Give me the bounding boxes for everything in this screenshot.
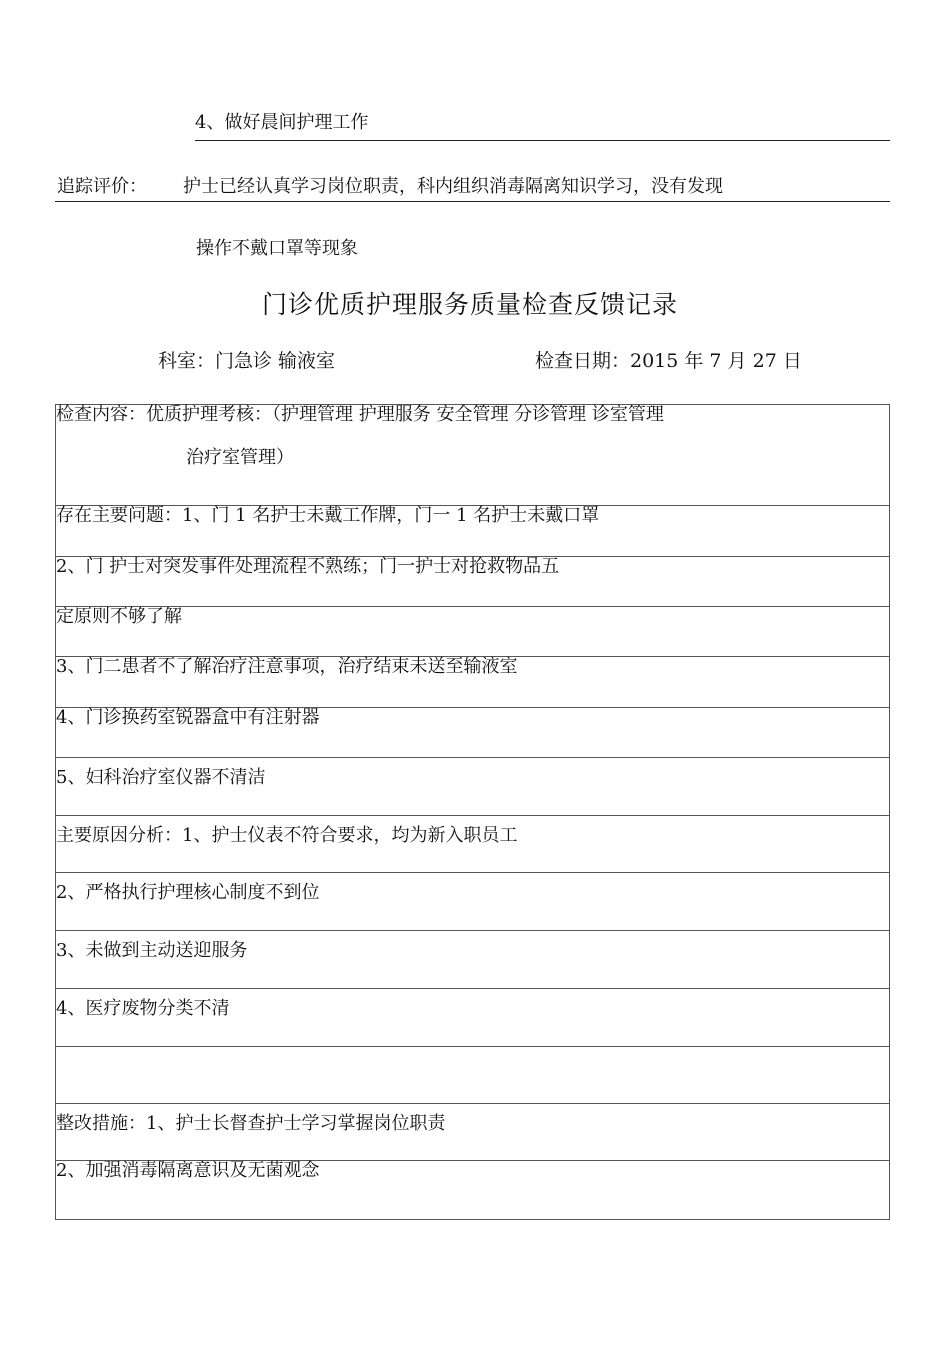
table-row	[56, 873, 890, 931]
problem-row-5: 5、妇科治疗室仪器不清洁	[56, 758, 890, 816]
table-row	[56, 758, 890, 816]
table-row	[56, 931, 890, 989]
measure-row-2: 2、加强消毒隔离意识及无菌观念	[56, 1161, 890, 1220]
previous-item-4: 4、做好晨间护理工作	[195, 112, 369, 133]
table-row	[56, 607, 890, 657]
problem-row-2: 2、门 护士对突发事件处理流程不熟练；门一护士对抢救物品五	[56, 557, 890, 607]
cause-row-1: 主要原因分析：1、护士仪表不符合要求，均为新入职员工	[56, 816, 890, 873]
divider-line	[55, 201, 890, 202]
inspection-date-field: 检查日期：2015 年 7 月 27 日	[535, 350, 802, 372]
table-row	[56, 506, 890, 557]
problem-row-4: 4、门诊换药室锐器盒中有注射器	[56, 708, 890, 758]
table-row-empty	[56, 1047, 890, 1104]
problem-row-1: 存在主要问题：1、门 1 名护士未戴工作牌，门一 1 名护士未戴口罩	[56, 506, 890, 557]
document-title: 门诊优质护理服务质量检查反馈记录	[262, 290, 679, 319]
table-row	[56, 1161, 890, 1220]
table-row	[56, 708, 890, 758]
followup-text: 护士已经认真学习岗位职责，科内组织消毒隔离知识学习，没有发现	[183, 176, 723, 197]
measure-row-1: 整改措施：1、护士长督查护士学习掌握岗位职责	[56, 1104, 890, 1161]
check-content-cell	[56, 405, 890, 506]
cause-row-3: 3、未做到主动送迎服务	[56, 931, 890, 989]
department-field: 科室：门急诊 输液室	[158, 350, 336, 372]
record-table	[55, 404, 890, 1220]
divider-line	[195, 140, 890, 141]
followup-label: 追踪评价：	[57, 176, 147, 197]
table-row	[56, 816, 890, 873]
check-content-line-1: 检查内容：优质护理考核：（护理管理 护理服务 安全管理 分诊管理 诊室管理	[56, 404, 664, 425]
cause-row-4: 4、医疗废物分类不清	[56, 989, 890, 1047]
cause-row-2: 2、严格执行护理核心制度不到位	[56, 873, 890, 931]
problem-row-2-cont: 定原则不够了解	[56, 607, 890, 657]
table-row	[56, 557, 890, 607]
problem-row-3: 3、门二患者不了解治疗注意事项，治疗结束未送至输液室	[56, 657, 890, 708]
empty-cell	[56, 1047, 890, 1104]
table-row	[56, 1104, 890, 1161]
followup-continuation: 操作不戴口罩等现象	[196, 238, 358, 259]
table-row	[56, 405, 890, 506]
check-content-line-2: 治疗室管理）	[186, 447, 294, 468]
table-row	[56, 989, 890, 1047]
table-row	[56, 657, 890, 708]
